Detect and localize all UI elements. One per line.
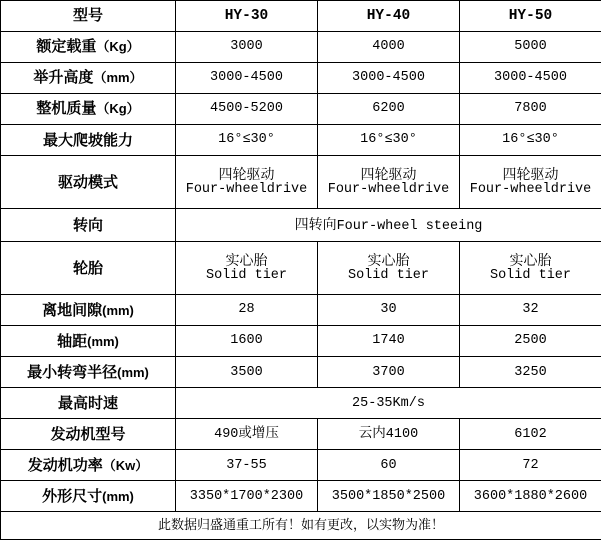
footnote-row bbox=[1, 512, 601, 540]
row-label-wheelbase bbox=[1, 326, 176, 357]
table-header-row bbox=[1, 1, 601, 32]
lift-height-hy40: 3000-4500 bbox=[318, 63, 460, 94]
max-gradeability-hy40: 16°≤30° bbox=[318, 125, 460, 156]
row-label-ground-clearance bbox=[1, 295, 176, 326]
label-text: 发动机功率 bbox=[27, 456, 103, 474]
min-turning-radius-hy40: 3700 bbox=[318, 357, 460, 388]
tire-hy50 bbox=[460, 242, 601, 295]
model-hy50: HY-50 bbox=[460, 1, 601, 32]
label-text: 驱动模式 bbox=[57, 173, 118, 191]
ground-clearance-hy30: 28 bbox=[176, 295, 318, 326]
machine-mass-hy40: 6200 bbox=[318, 94, 460, 125]
engine-model-hy30: 490或增压 bbox=[176, 419, 318, 450]
drive-mode-cn: 四轮驱动 bbox=[218, 166, 275, 183]
drive-mode-hy30 bbox=[176, 156, 318, 209]
lift-height-hy30: 3000-4500 bbox=[176, 63, 318, 94]
label-text: 额定载重 bbox=[36, 38, 97, 56]
rated-load-hy30: 3000 bbox=[176, 32, 318, 63]
label-text: 最大爬坡能力 bbox=[42, 131, 133, 149]
label-text: 最小转弯半径 bbox=[27, 363, 118, 381]
table-row bbox=[1, 295, 601, 326]
ground-clearance-hy40: 30 bbox=[318, 295, 460, 326]
steering-cn: 四转向 bbox=[294, 215, 337, 232]
label-unit: (mm) bbox=[117, 364, 149, 380]
table-row bbox=[1, 209, 601, 242]
tire-cn: 实心胎 bbox=[509, 252, 552, 269]
engine-power-hy30: 37-55 bbox=[176, 450, 318, 481]
table-row bbox=[1, 32, 601, 63]
row-label-drive-mode bbox=[1, 156, 176, 209]
row-label-model: 型号 bbox=[1, 1, 176, 32]
wheelbase-hy50: 2500 bbox=[460, 326, 601, 357]
label-unit: （Kg） bbox=[96, 39, 140, 55]
row-label-machine-mass bbox=[1, 94, 176, 125]
drive-mode-cn: 四轮驱动 bbox=[502, 166, 559, 183]
tire-hy40 bbox=[318, 242, 460, 295]
tire-hy30 bbox=[176, 242, 318, 295]
label-text: 离地间隙 bbox=[42, 301, 103, 319]
engine-power-hy40: 60 bbox=[318, 450, 460, 481]
engine-model-hy50: 6102 bbox=[460, 419, 601, 450]
model-hy40: HY-40 bbox=[318, 1, 460, 32]
table-row bbox=[1, 481, 601, 512]
label-unit: (mm) bbox=[102, 302, 134, 318]
row-label-min-turning-radius bbox=[1, 357, 176, 388]
row-label-max-gradeability bbox=[1, 125, 176, 156]
rated-load-hy50: 5000 bbox=[460, 32, 601, 63]
label-unit: （Kw） bbox=[102, 457, 149, 473]
drive-mode-en: Four-wheeldrive bbox=[327, 182, 450, 198]
tire-en: Solid tier bbox=[205, 268, 287, 284]
min-turning-radius-hy30: 3500 bbox=[176, 357, 318, 388]
drive-mode-cn: 四轮驱动 bbox=[360, 166, 417, 183]
max-gradeability-hy50: 16°≤30° bbox=[460, 125, 601, 156]
steering-en: Four-wheel steeing bbox=[336, 218, 483, 234]
table-row bbox=[1, 94, 601, 125]
dimensions-hy50: 3600*1880*2600 bbox=[460, 481, 601, 512]
wheelbase-hy40: 1740 bbox=[318, 326, 460, 357]
label-text: 整机质量 bbox=[36, 100, 97, 118]
table-row bbox=[1, 125, 601, 156]
table-row bbox=[1, 450, 601, 481]
drive-mode-hy40 bbox=[318, 156, 460, 209]
label-text: 轴距 bbox=[57, 332, 88, 350]
max-speed-merged-value: 25-35Km/s bbox=[176, 388, 601, 419]
machine-mass-hy30: 4500-5200 bbox=[176, 94, 318, 125]
label-text: 轮胎 bbox=[72, 259, 103, 277]
table-row bbox=[1, 388, 601, 419]
drive-mode-en: Four-wheeldrive bbox=[469, 182, 592, 198]
label-unit: (mm) bbox=[87, 333, 119, 349]
label-unit: （mm） bbox=[93, 70, 143, 86]
row-label-engine-power bbox=[1, 450, 176, 481]
label-unit: （Kg） bbox=[96, 101, 140, 117]
lift-height-hy50: 3000-4500 bbox=[460, 63, 601, 94]
label-unit: (mm) bbox=[102, 488, 134, 504]
steering-merged-value bbox=[176, 209, 601, 242]
dimensions-hy40: 3500*1850*2500 bbox=[318, 481, 460, 512]
row-label-tire bbox=[1, 242, 176, 295]
table-row bbox=[1, 242, 601, 295]
label-text: 转向 bbox=[72, 216, 103, 234]
table-row bbox=[1, 326, 601, 357]
ground-clearance-hy50: 32 bbox=[460, 295, 601, 326]
row-label-rated-load bbox=[1, 32, 176, 63]
label-text: 举升高度 bbox=[33, 69, 94, 87]
drive-mode-hy50 bbox=[460, 156, 601, 209]
engine-power-hy50: 72 bbox=[460, 450, 601, 481]
label-text: 发动机型号 bbox=[50, 425, 126, 443]
machine-mass-hy50: 7800 bbox=[460, 94, 601, 125]
table-row bbox=[1, 357, 601, 388]
table-row bbox=[1, 156, 601, 209]
engine-model-hy40: 云内4100 bbox=[318, 419, 460, 450]
drive-mode-en: Four-wheeldrive bbox=[185, 182, 308, 198]
tire-en: Solid tier bbox=[347, 268, 429, 284]
tire-cn: 实心胎 bbox=[225, 252, 268, 269]
dimensions-hy30: 3350*1700*2300 bbox=[176, 481, 318, 512]
wheelbase-hy30: 1600 bbox=[176, 326, 318, 357]
row-label-max-speed bbox=[1, 388, 176, 419]
row-label-lift-height bbox=[1, 63, 176, 94]
table-row bbox=[1, 419, 601, 450]
tire-cn: 实心胎 bbox=[367, 252, 410, 269]
label-text: 最高时速 bbox=[57, 394, 118, 412]
min-turning-radius-hy50: 3250 bbox=[460, 357, 601, 388]
tire-en: Solid tier bbox=[489, 268, 571, 284]
model-hy30: HY-30 bbox=[176, 1, 318, 32]
row-label-steering bbox=[1, 209, 176, 242]
row-label-engine-model bbox=[1, 419, 176, 450]
table-row bbox=[1, 63, 601, 94]
row-label-dimensions bbox=[1, 481, 176, 512]
footnote: 此数据归盛通重工所有！如有更改，以实物为准！ bbox=[1, 512, 601, 540]
label-text: 外形尺寸 bbox=[42, 487, 103, 505]
rated-load-hy40: 4000 bbox=[318, 32, 460, 63]
max-gradeability-hy30: 16°≤30° bbox=[176, 125, 318, 156]
